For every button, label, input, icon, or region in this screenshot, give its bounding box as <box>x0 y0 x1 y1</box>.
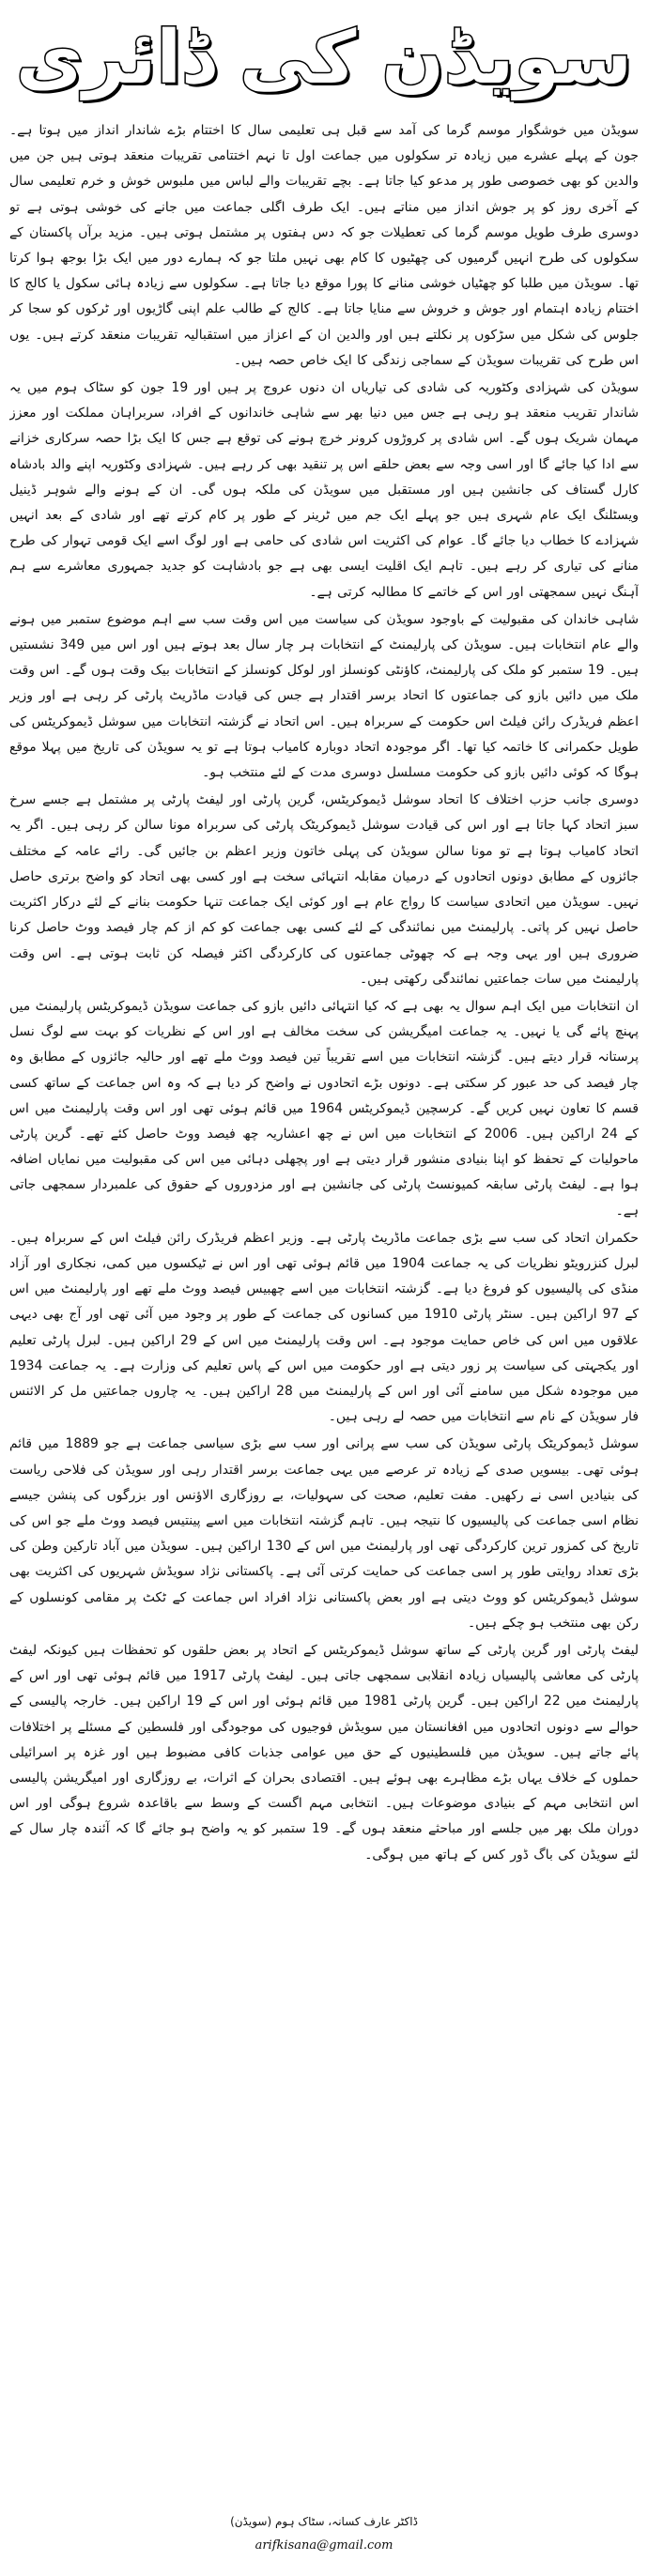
article-paragraph: سوشل ڈیموکریٹک پارٹی سویڈن کی سب سے پرانی اور سب سے بڑی سیاسی جماعت ہے جو 1889 میں قائم ہوئی تھی۔ بیسویں صدی کے زیادہ تر عرصے میں یہی جماعت برسر اقتدار رہی اور سویڈن کی فلاحی ریاست کی بنیادیں اسی نے رکھیں۔ مفت تعلیم، صحت کی سہولیات، بے روزگاری الاؤنس اور بزرگوں کی پنشن جیسے نظام اسی جماعت کی پالیسیوں کا نتیجہ ہیں۔ تاہم گزشتہ انتخابات میں اسے پینتیس فیصد ووٹ ملے جو اس کی تاریخ کی کمزور ترین کارکردگی تھی اور پارلیمنٹ میں اس کے 130 اراکین ہیں۔ سویڈن میں آباد تارکین وطن کی بڑی تعداد روایتی طور پر اسی جماعت کی حمایت کرتی آئی ہے۔ پاکستانی نژاد سویڈش شہریوں کی اکثریت بھی سوشل ڈیموکریٹس کو ووٹ دیتی ہے اور بعض پاکستانی نژاد افراد اس جماعت کے ٹکٹ پر مقامی کونسلوں کے رکن بھی منتخب ہو چکے ہیں۔ <box>9 1436 639 1631</box>
author-email: arifkisana@gmail.com <box>255 2538 393 2553</box>
article-paragraph: لیفٹ پارٹی اور گرین پارٹی کے ساتھ سوشل ڈیموکریٹس کے اتحاد پر بعض حلقوں کو تحفظات ہیں کیونکہ لیفٹ پارٹی کی معاشی پالیسیاں زیادہ انقلابی سمجھی جاتی ہیں۔ لیفٹ پارٹی 1917 میں قائم ہوئی تھی اور اس کے پارلیمنٹ میں 22 اراکین ہیں۔ گرین پارٹی 1981 میں قائم ہوئی اور اس کے 19 اراکین ہیں۔ خارجہ پالیسی کے حوالے سے دونوں اتحادوں میں افغانستان میں سویڈش فوجیوں کی موجودگی اور فلسطین کے مسئلے پر اختلافات پائے جاتے ہیں۔ سویڈن میں فلسطینیوں کے حق میں عوامی جذبات کافی مضبوط ہیں اور غزہ پر اسرائیلی حملوں کے خلاف یہاں بڑے مظاہرے بھی ہوئے ہیں۔ اقتصادی بحران کے اثرات، بے روزگاری اور امیگریشن پالیسی اس انتخابی مہم کے بنیادی موضوعات ہیں۔ انتخابی مہم اگست کے وسط سے باقاعدہ شروع ہوگی اور اس دوران ملک بھر میں جلسے اور مباحثے منعقد ہوں گے۔ 19 ستمبر کو یہ واضح ہو جائے گا کہ آئندہ چار سال کے لئے سویڈن کی باگ ڈور کس کے ہاتھ میں ہوگی۔ <box>9 1642 639 1863</box>
article-paragraph: دوسری جانب حزب اختلاف کا اتحاد سوشل ڈیموکریٹس، گرین پارٹی اور لیفٹ پارٹی پر مشتمل ہے جسے سرخ سبز اتحاد کہا جاتا ہے اور اس کی قیادت سوشل ڈیموکریٹک پارٹی کی سربراہ مونا سالن کر رہی ہیں۔ اگر یہ اتحاد کامیاب ہوتا ہے تو مونا سالن سویڈن کی پہلی خاتون وزیر اعظم بن جائیں گی۔ رائے عامہ کے مختلف جائزوں کے مطابق دونوں اتحادوں کے درمیان مقابلہ انتہائی سخت ہے اور کسی بھی اتحاد کو واضح برتری حاصل نہیں۔ سویڈن میں اتحادی سیاست کا رواج عام ہے اور کوئی ایک جماعت تنہا حکومت بنانے کے لئے درکار اکثریت حاصل نہیں کر پاتی۔ پارلیمنٹ میں نمائندگی کے لئے کسی بھی جماعت کو کم از کم چار فیصد ووٹ حاصل کرنا ضروری ہیں اور یہی وجہ ہے کہ چھوٹی جماعتوں کی کارکردگی اکثر فیصلہ کن ثابت ہوتی ہے۔ اس وقت پارلیمنٹ میں سات جماعتیں نمائندگی رکھتی ہیں۔ <box>9 792 639 987</box>
article-paragraph: سویڈن میں خوشگوار موسم گرما کی آمد سے قبل ہی تعلیمی سال کا اختتام بڑے شاندار انداز میں ہوتا ہے۔ جون کے پہلے عشرے میں زیادہ تر سکولوں میں جماعت اول تا نہم اختتامی تقریبات منعقد ہوتی ہیں جن میں والدین کو بھی خصوصی طور پر مدعو کیا جاتا ہے۔ بچے تقریبات والے لباس میں ملبوس خوش و خرم تعلیمی سال کے آخری روز کو پر جوش انداز میں مناتے ہیں۔ ایک طرف اگلی جماعت میں جانے کی خوشی ہوتی ہے تو دوسری طرف طویل موسم گرما کی تعطیلات جو کہ دس ہفتوں پر مشتمل ہوتی ہیں۔ مزید برآں پاکستان کے سکولوں کی طرح انہیں گرمیوں کی چھٹیوں کا کام بھی نہیں ملتا جو کہ ہمارے دور میں ایک بڑا بوجھ ہوا کرتا تھا۔ سویڈن میں طلبا کو چھٹیاں خوشی منانے کا پورا موقع دیا جاتا ہے۔ سکولوں سے زیادہ ہائی سکول یا کالج کا اختتام زیادہ اہتمام اور جوش و خروش سے منایا جاتا ہے۔ کالج کے طالب علم اپنی گاڑیوں اور ٹرکوں کو سجا کر جلوس کی شکل میں سڑکوں پر نکلتے ہیں اور والدین ان کے اعزاز میں استقبالیہ تقریبات منعقد کرتے ہیں۔ یوں اس طرح کی تقریبات سویڈن کے سماجی زندگی کا ایک خاص حصہ ہیں۔ <box>9 123 639 368</box>
article-paragraph: ان انتخابات میں ایک اہم سوال یہ بھی ہے کہ کیا انتہائی دائیں بازو کی جماعت سویڈن ڈیموکریٹس پارلیمنٹ میں پہنچ پائے گی یا نہیں۔ یہ جماعت امیگریشن کی سخت مخالف ہے اور اس کے نظریات کو بہت سے لوگ نسل پرستانہ قرار دیتے ہیں۔ گزشتہ انتخابات میں اسے تقریباً تین فیصد ووٹ ملے تھے اور حالیہ جائزوں کے مطابق وہ چار فیصد کی حد عبور کر سکتی ہے۔ دونوں بڑے اتحادوں نے واضح کر دیا ہے کہ وہ اس جماعت کے ساتھ کسی قسم کا تعاون نہیں کریں گے۔ کرسچین ڈیموکریٹس 1964 میں قائم ہوئی تھی اور اس وقت پارلیمنٹ میں اس کے 24 اراکین ہیں۔ 2006 کے انتخابات میں اس نے چھ اعشاریہ چھ فیصد ووٹ حاصل کئے تھے۔ گرین پارٹی ماحولیات کے تحفظ کو اپنا بنیادی منشور قرار دیتی ہے اور پچھلی دہائی میں اس کی مقبولیت میں نمایاں اضافہ ہوا ہے۔ لیفٹ پارٹی سابقہ کمیونسٹ پارٹی کی جانشین ہے اور مزدوروں کے حقوق کی علمبردار سمجھی جاتی ہے۔ <box>9 998 639 1219</box>
article-paragraph: سویڈن کی شہزادی وکٹوریہ کی شادی کی تیاریاں ان دنوں عروج پر ہیں اور 19 جون کو سٹاک ہوم میں یہ شاندار تقریب منعقد ہو رہی ہے جس میں دنیا بھر سے شاہی خاندانوں کے افراد، سربراہان مملکت اور معزز مہمان شریک ہوں گے۔ اس شادی پر کروڑوں کرونر خرچ ہونے کی توقع ہے جس کا ایک بڑا حصہ سرکاری خزانے سے ادا کیا جائے گا اور اسی وجہ سے بعض حلقے اس پر تنقید بھی کر رہے ہیں۔ شہزادی وکٹوریہ اپنے والد بادشاہ کارل گستاف کی جانشین ہیں اور مستقبل میں سویڈن کی ملکہ ہوں گی۔ ان کے ہونے والے شوہر ڈینیل ویسٹلنگ ایک عام شہری ہیں جو پہلے ایک جم میں ٹرینر کے طور پر کام کرتے تھے اور شادی کے بعد انہیں شہزادے کا خطاب دیا جائے گا۔ عوام کی اکثریت اس شادی کی حامی ہے اور لوگ اسے ایک قومی تہوار کی طرح منانے کی تیاری کر رہے ہیں۔ تاہم ایک اقلیت ایسی بھی ہے جو بادشاہت کو جدید جمہوری معاشرے سے ہم آہنگ نہیں سمجھتی اور اس کے خاتمے کا مطالبہ کرتی ہے۔ <box>9 380 639 600</box>
column-headline: سویڈن کی ڈائری <box>16 16 632 100</box>
article-paragraph: حکمران اتحاد کی سب سے بڑی جماعت ماڈریٹ پارٹی ہے۔ وزیر اعظم فریڈرک رائن فیلٹ اس کے سربراہ ہیں۔ لبرل کنزرویٹو نظریات کی یہ جماعت 1904 میں قائم ہوئی تھی اور اس نے ٹیکسوں میں کمی، نجکاری اور آزاد منڈی کی پالیسیوں کو فروغ دیا ہے۔ گزشتہ انتخابات میں اسے چھبیس فیصد ووٹ ملے تھے اور پارلیمنٹ میں اس کے 97 اراکین ہیں۔ سنٹر پارٹی 1910 میں کسانوں کی جماعت کے طور پر وجود میں آئی تھی اور آج بھی دیہی علاقوں میں اس کی خاص حمایت موجود ہے۔ اس وقت پارلیمنٹ میں اس کے 29 اراکین ہیں۔ لبرل پارٹی تعلیم اور یکجہتی کی سیاست پر زور دیتی ہے اور حکومت میں اس کے پاس تعلیم کی وزارت ہے۔ یہ جماعت 1934 میں موجودہ شکل میں سامنے آئی اور اس کے پارلیمنٹ میں 28 اراکین ہیں۔ یہ چاروں جماعتیں مل کر الائنس فار سویڈن کے نام سے انتخابات میں حصہ لے رہی ہیں۔ <box>9 1230 639 1425</box>
author-byline: ڈاکٹر عارف کسانہ، سٹاک ہوم (سویڈن) <box>230 2515 418 2528</box>
article-body <box>9 118 639 2505</box>
article-paragraph: شاہی خاندان کی مقبولیت کے باوجود سویڈن کی سیاست میں اس وقت سب سے اہم موضوع ستمبر میں ہونے والے عام انتخابات ہیں۔ سویڈن کی پارلیمنٹ کے انتخابات ہر چار سال بعد ہوتے ہیں اور اس میں 349 نشستیں ہیں۔ 19 ستمبر کو ملک کی پارلیمنٹ، کاؤنٹی کونسلز اور لوکل کونسلز کے انتخابات بیک وقت ہوں گے۔ اس وقت ملک میں دائیں بازو کی جماعتوں کا اتحاد برسر اقتدار ہے جس کی قیادت ماڈریٹ پارٹی کر رہی ہے اور وزیر اعظم فریڈرک رائن فیلٹ اس حکومت کے سربراہ ہیں۔ اس اتحاد نے گزشتہ انتخابات میں سوشل ڈیموکریٹس کی طویل حکمرانی کا خاتمہ کیا تھا۔ اگر موجودہ اتحاد دوبارہ کامیاب ہوتا ہے تو یہ سویڈن کی تاریخ میں پہلا موقع ہوگا کہ کوئی دائیں بازو کی حکومت مسلسل دوسری مدت کے لئے منتخب ہو۔ <box>9 611 639 781</box>
